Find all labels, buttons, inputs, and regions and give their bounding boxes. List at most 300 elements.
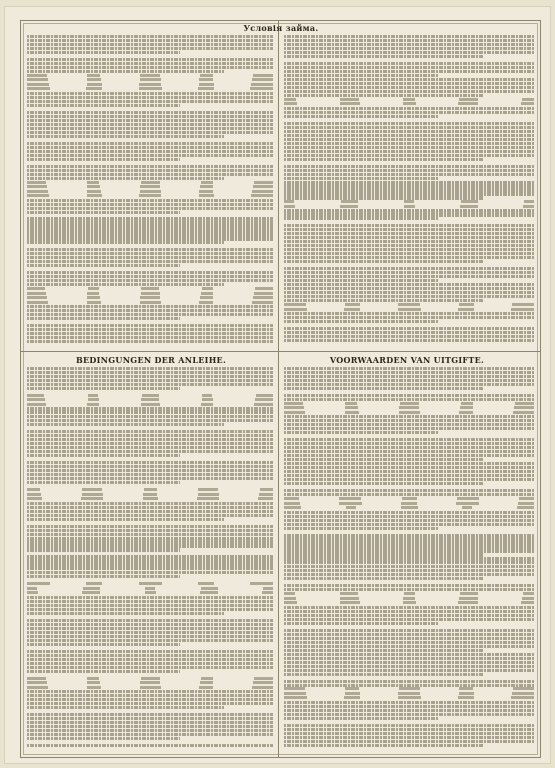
text-line: [27, 58, 273, 61]
text-line: [284, 458, 484, 461]
text-line: [27, 154, 273, 157]
text-line: [284, 126, 534, 129]
text-line: [27, 115, 273, 118]
text-line: [27, 165, 273, 168]
text-line: [284, 713, 534, 716]
text-line: [284, 236, 534, 239]
text-line: [27, 317, 180, 320]
text-line: [27, 608, 273, 611]
text-line: [284, 732, 534, 735]
text-line: [284, 375, 534, 378]
text-line: [284, 134, 534, 137]
text-line: [27, 283, 224, 286]
text-line: [284, 102, 534, 106]
text-line: [27, 510, 273, 513]
text-line: [27, 104, 180, 107]
dutch-text: [284, 367, 534, 753]
text-line: [284, 150, 534, 153]
text-line: [27, 419, 273, 422]
text-line: [27, 635, 273, 638]
text-line: [284, 527, 439, 530]
text-line: [27, 301, 273, 305]
text-line: [284, 279, 439, 282]
text-line: [284, 165, 534, 168]
text-line: [27, 287, 273, 291]
text-line: [27, 619, 273, 622]
text-line: [27, 111, 273, 114]
text-line: [284, 553, 484, 556]
text-line: [284, 70, 534, 73]
text-line: [284, 569, 534, 572]
text-line: [27, 600, 273, 603]
text-line: [27, 733, 273, 736]
text-line: [27, 571, 273, 574]
text-line: [284, 701, 534, 704]
text-line: [284, 327, 534, 330]
text-line: [284, 614, 534, 617]
text-line: [27, 87, 273, 91]
text-line: [284, 633, 534, 636]
text-line: [27, 340, 273, 343]
text-line: [284, 283, 534, 286]
text-line: [284, 549, 534, 552]
text-line: [284, 610, 534, 613]
text-line: [284, 312, 534, 315]
text-line: [284, 502, 534, 506]
text-line: [27, 627, 273, 630]
text-line: [27, 225, 273, 228]
text-line: [27, 146, 273, 149]
text-line: [284, 442, 534, 445]
text-line: [27, 567, 273, 570]
text-line: [284, 545, 534, 548]
text-line: [27, 131, 273, 134]
text-line: [27, 623, 273, 626]
text-line: [27, 477, 273, 480]
text-line: [27, 296, 273, 300]
text-line: [27, 415, 273, 418]
text-line: [284, 379, 534, 382]
text-line: [27, 729, 273, 732]
text-line: [284, 316, 534, 319]
text-line: [27, 39, 273, 42]
text-line: [284, 299, 484, 302]
text-line: [27, 229, 273, 232]
text-line: [284, 641, 534, 644]
text-line: [27, 371, 273, 374]
text-line: [284, 291, 534, 294]
text-line: [284, 47, 534, 50]
text-line: [27, 434, 273, 437]
text-line: [27, 654, 273, 657]
russian-text-left: [27, 35, 273, 347]
text-line: [284, 415, 534, 418]
text-line: [284, 493, 534, 496]
text-line: [284, 565, 534, 568]
text-line: [284, 213, 534, 216]
text-line: [27, 497, 273, 501]
text-line: [284, 724, 534, 727]
text-line: [27, 264, 180, 267]
text-line: [284, 331, 534, 334]
text-line: [27, 271, 273, 274]
text-line: [284, 188, 534, 191]
text-line: [27, 403, 273, 407]
text-line: [27, 643, 180, 646]
text-line: [27, 575, 180, 578]
text-line: [284, 577, 484, 580]
text-line: [284, 275, 534, 278]
text-line: [27, 181, 273, 185]
text-line: [284, 252, 534, 255]
text-line: [284, 205, 534, 209]
text-line: [27, 502, 273, 505]
text-line: [284, 489, 534, 492]
text-line: [27, 383, 273, 386]
text-line: [27, 555, 273, 558]
text-line: [27, 423, 224, 426]
text-line: [284, 466, 534, 469]
text-line: [27, 96, 273, 99]
text-line: [27, 469, 273, 472]
text-line: [284, 122, 534, 125]
text-line: [284, 200, 534, 204]
text-line: [27, 367, 273, 370]
text-line: [284, 423, 534, 426]
text-line: [27, 670, 180, 673]
text-line: [27, 203, 273, 206]
text-line: [27, 694, 273, 697]
text-line: [284, 138, 534, 141]
text-line: [284, 383, 534, 386]
text-line: [27, 185, 273, 189]
text-line: [27, 446, 273, 449]
text-line: [284, 173, 534, 176]
text-line: [27, 173, 273, 176]
text-line: [27, 411, 273, 414]
text-line: [284, 673, 484, 676]
text-line: [284, 335, 534, 338]
text-line: [27, 336, 273, 339]
text-line: [284, 597, 534, 601]
text-line: [27, 92, 273, 95]
text-line: [284, 669, 534, 672]
text-line: [27, 725, 273, 728]
text-line: [27, 237, 273, 240]
text-line: [27, 47, 273, 50]
german-text: [27, 367, 273, 753]
text-line: [27, 275, 273, 278]
text-line: [27, 639, 273, 642]
text-line: [27, 677, 273, 681]
text-line: [27, 473, 273, 476]
text-line: [284, 74, 439, 77]
text-line: [27, 442, 273, 445]
text-line: [27, 698, 273, 701]
text-line: [27, 177, 224, 180]
text-line: [27, 387, 180, 390]
text-line: [27, 481, 180, 484]
text-line: [27, 305, 273, 308]
text-line: [27, 252, 273, 255]
text-line: [27, 582, 273, 586]
text-line: [284, 184, 534, 187]
text-line: [284, 692, 534, 696]
text-line: [27, 548, 180, 551]
text-line: [284, 295, 534, 298]
text-line: [284, 192, 534, 195]
text-line: [27, 309, 273, 312]
text-line: [284, 39, 534, 42]
text-line: [284, 541, 534, 544]
text-line: [27, 506, 273, 509]
text-line: [27, 398, 273, 402]
text-line: [27, 690, 273, 693]
text-line: [27, 525, 273, 528]
text-line: [284, 320, 439, 323]
text-line: [284, 271, 534, 274]
text-line: [27, 74, 273, 78]
text-line: [284, 78, 534, 81]
text-line: [27, 488, 273, 492]
text-line: [284, 474, 534, 477]
text-line: [284, 111, 534, 114]
text-line: [27, 591, 273, 595]
text-line: [27, 233, 273, 236]
text-line: [284, 601, 534, 605]
text-line: [284, 661, 534, 664]
text-line: [27, 681, 273, 685]
text-line: [284, 177, 439, 180]
text-line: [284, 744, 484, 747]
document-border: [20, 20, 541, 758]
text-line: [284, 584, 534, 587]
text-line: [284, 606, 534, 609]
text-line: [284, 557, 534, 560]
text-line: [27, 713, 273, 716]
text-line: [284, 665, 534, 668]
text-line: [284, 90, 534, 93]
text-line: [27, 211, 180, 214]
text-line: [284, 142, 534, 145]
heading-conditions-dutch: VOORWAARDEN VAN UITGIFTE.: [329, 355, 485, 365]
text-line: [27, 666, 273, 669]
text-line: [27, 279, 273, 282]
text-line: [284, 94, 484, 97]
text-line: [27, 199, 273, 202]
text-line: [284, 228, 534, 231]
text-line: [27, 454, 180, 457]
text-line: [27, 207, 273, 210]
section-divider: [21, 351, 540, 352]
text-line: [27, 217, 273, 220]
text-line: [284, 728, 534, 731]
text-line: [27, 169, 273, 172]
text-line: [27, 292, 273, 296]
text-line: [284, 86, 534, 89]
text-line: [27, 706, 224, 709]
text-line: [27, 248, 273, 251]
text-line: [284, 35, 534, 38]
text-line: [284, 696, 534, 700]
text-line: [27, 702, 273, 705]
text-line: [284, 534, 534, 537]
text-line: [284, 107, 534, 110]
text-line: [27, 407, 273, 410]
text-line: [27, 662, 273, 665]
text-line: [27, 313, 273, 316]
text-line: [284, 398, 534, 401]
text-line: [27, 83, 273, 87]
text-line: [284, 287, 534, 290]
text-line: [284, 680, 534, 683]
text-line: [27, 596, 273, 599]
text-line: [284, 592, 534, 596]
text-line: [27, 533, 273, 536]
text-line: [284, 419, 534, 422]
text-line: [284, 260, 484, 263]
text-line: [27, 658, 273, 661]
text-line: [27, 650, 273, 653]
heading-conditions-german: BEDINGUNGEN DER ANLEIHE.: [75, 355, 227, 365]
text-line: [284, 256, 534, 259]
text-line: [284, 196, 484, 199]
text-line: [284, 649, 484, 652]
text-line: [284, 462, 534, 465]
text-line: [284, 645, 534, 648]
text-line: [284, 339, 534, 342]
text-line: [27, 430, 273, 433]
text-line: [27, 375, 273, 378]
text-line: [27, 78, 273, 82]
text-line: [27, 544, 273, 547]
text-line: [27, 631, 273, 634]
text-line: [27, 604, 273, 607]
text-line: [27, 328, 273, 331]
russian-text-right: [284, 35, 534, 347]
text-line: [284, 146, 534, 149]
text-line: [27, 43, 273, 46]
text-line: [284, 618, 534, 621]
text-line: [284, 115, 439, 118]
text-line: [27, 194, 273, 198]
text-line: [27, 119, 273, 122]
text-line: [284, 367, 534, 370]
text-line: [284, 740, 534, 743]
column-divider: [278, 21, 279, 757]
text-line: [284, 402, 534, 406]
text-line: [284, 629, 534, 632]
text-line: [27, 379, 273, 382]
text-line: [284, 657, 534, 660]
text-line: [27, 70, 224, 73]
text-line: [27, 190, 273, 194]
text-line: [284, 537, 534, 540]
text-line: [284, 497, 534, 501]
text-line: [284, 454, 534, 457]
text-line: [27, 256, 273, 259]
text-line: [27, 612, 224, 615]
text-line: [27, 260, 273, 263]
text-line: [284, 622, 439, 625]
text-line: [27, 62, 273, 65]
text-line: [284, 387, 484, 390]
text-line: [27, 737, 180, 740]
text-line: [284, 130, 534, 133]
text-line: [284, 232, 534, 235]
text-line: [284, 66, 534, 69]
text-line: [284, 736, 534, 739]
text-line: [27, 100, 273, 103]
text-line: [284, 62, 534, 65]
text-line: [284, 244, 534, 247]
text-line: [284, 240, 534, 243]
text-line: [284, 446, 534, 449]
text-line: [27, 721, 273, 724]
text-line: [284, 684, 534, 687]
text-line: [284, 98, 534, 102]
text-line: [284, 267, 534, 270]
document-sheet: [4, 6, 551, 764]
text-line: [284, 519, 534, 522]
text-line: [284, 523, 534, 526]
text-line: [284, 561, 534, 564]
text-line: [27, 158, 180, 161]
text-line: [27, 51, 180, 54]
text-line: [27, 241, 224, 244]
text-line: [27, 123, 273, 126]
text-line: [284, 515, 534, 518]
text-line: [284, 55, 484, 58]
text-line: [27, 35, 273, 38]
text-line: [27, 587, 273, 591]
text-line: [27, 394, 273, 398]
text-line: [284, 705, 534, 708]
text-line: [27, 540, 273, 543]
text-line: [284, 511, 534, 514]
text-line: [27, 461, 273, 464]
text-line: [27, 150, 273, 153]
text-line: [284, 394, 534, 397]
text-line: [284, 438, 534, 441]
text-line: [284, 181, 534, 184]
text-line: [284, 687, 534, 691]
text-line: [284, 158, 484, 161]
text-line: [284, 482, 484, 485]
text-line: [284, 717, 439, 720]
text-line: [27, 332, 273, 335]
text-line: [284, 406, 534, 410]
text-line: [284, 82, 534, 85]
text-line: [284, 371, 534, 374]
text-line: [27, 135, 224, 138]
text-line: [284, 588, 534, 591]
text-line: [27, 127, 273, 130]
text-line: [27, 450, 273, 453]
text-line: [284, 478, 534, 481]
text-line: [284, 470, 534, 473]
text-line: [27, 493, 273, 497]
text-line: [27, 744, 273, 747]
text-line: [284, 154, 534, 157]
text-line: [284, 43, 534, 46]
heading-conditions-russian: Условія займа.: [243, 23, 319, 33]
text-line: [284, 209, 534, 212]
text-line: [27, 221, 273, 224]
text-line: [284, 217, 439, 220]
text-line: [284, 427, 534, 430]
text-line: [27, 686, 273, 690]
